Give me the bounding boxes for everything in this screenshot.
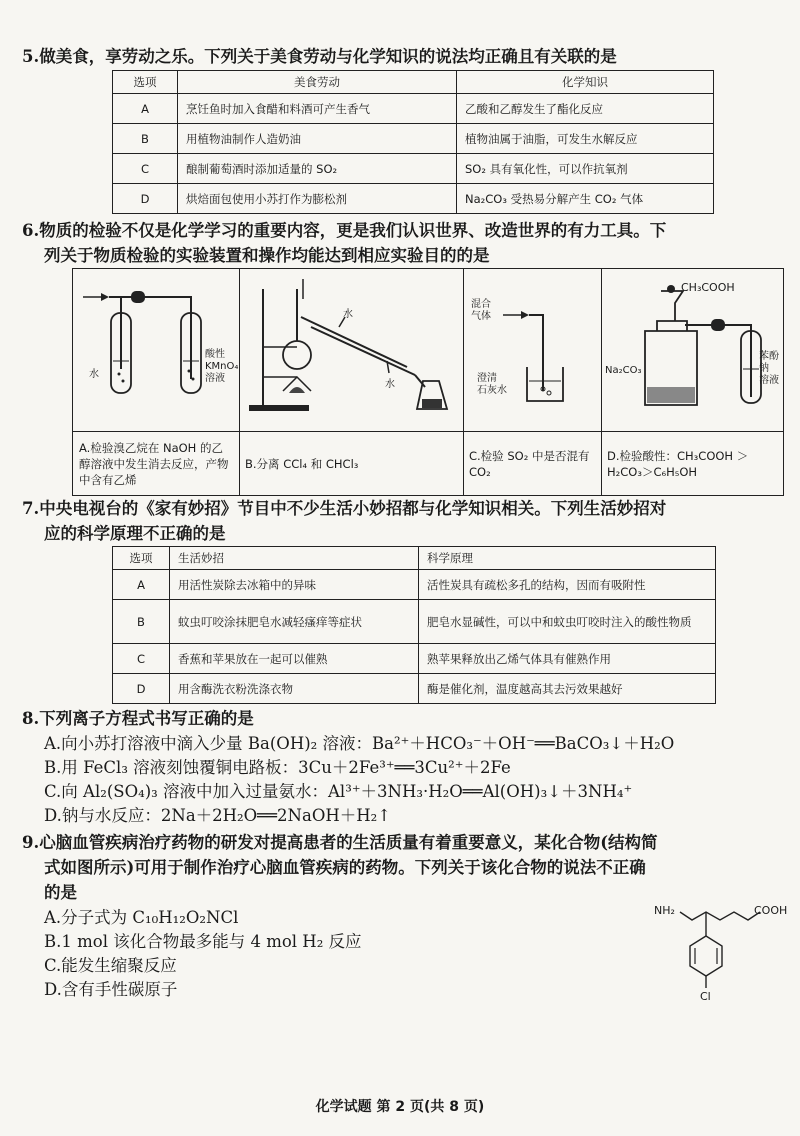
q6-cell-b — [239, 269, 464, 495]
q7-r1-c1: 蚊虫叮咬涂抹肥皂水减轻瘙痒等症状 — [170, 600, 419, 644]
c-lime-line2: 石灰水 — [477, 385, 507, 396]
q6-line2: 列关于物质检验的实验装置和操作均能达到相应实验目的的是 — [44, 246, 490, 265]
c-lime-label — [477, 373, 507, 397]
table-row — [113, 644, 716, 674]
q5-r2-c2: SO₂ 具有氧化性，可以作抗氧剂 — [457, 154, 714, 184]
c-lime-line1: 澄清 — [477, 373, 497, 384]
table-row — [113, 94, 714, 124]
q7-r0-c0: A — [113, 570, 170, 600]
cooh-label: COOH — [754, 904, 788, 917]
q7-table — [112, 546, 716, 704]
q9-line2: 式如图所示)可用于制作治疗心脑血管疾病的药物。下列关于该化合物的说法不正确 — [44, 858, 646, 877]
q8-option-c: C.向 Al₂(SO₄)₃ 溶液中加入过量氨水：Al³⁺＋3NH₃·H₂O══Al(OH)₃↓＋3NH₄⁺ — [44, 782, 633, 801]
table-row — [113, 600, 716, 644]
q6-caption-b: B.分离 CCl₄ 和 CHCl₃ — [239, 431, 463, 495]
b-water-out-label: 水 — [385, 379, 395, 390]
apparatus-b-diagram — [239, 269, 463, 429]
q7-r0-c1: 用活性炭除去冰箱中的异味 — [170, 570, 419, 600]
q7-r3-c2: 酶是催化剂，温度越高其去污效果越好 — [419, 674, 716, 704]
table-row — [113, 570, 716, 600]
a-kmno4-label — [205, 349, 238, 385]
q5-r0-c0: A — [113, 94, 178, 124]
q6-line1: 6.物质的检验不仅是化学学习的重要内容，更是我们认识世界、改造世界的有力工具。下 — [22, 221, 667, 240]
q7-r1-c0: B — [113, 600, 170, 644]
q9-line1: 9.心脑血管疾病治疗药物的研发对提高患者的生活质量有着重要意义，某化合物(结构简 — [22, 833, 658, 852]
q8-title: 8.下列离子方程式书写正确的是 — [22, 709, 254, 728]
c-gas-label — [471, 299, 491, 323]
a-kmno4-line3: 溶液 — [205, 373, 225, 384]
q7-stem — [22, 496, 782, 546]
q6-cell-c — [463, 269, 602, 495]
q7-r1-c2: 肥皂水显碱性，可以中和蚊虫叮咬时注入的酸性物质 — [419, 600, 716, 644]
q7-h2: 科学原理 — [419, 547, 716, 570]
a-kmno4-line2: KMnO₄ — [205, 361, 239, 372]
q5-h1: 美食劳动 — [178, 71, 457, 94]
q6-caption-d: D.检验酸性：CH₃COOH ＞H₂CO₃＞C₆H₅OH — [601, 431, 783, 495]
a-water-label: 水 — [89, 369, 99, 380]
q5-r3-c2: Na₂CO₃ 受热易分解产生 CO₂ 气体 — [457, 184, 714, 214]
q7-h1: 生活妙招 — [170, 547, 419, 570]
q8-option-b: B.用 FeCl₃ 溶液刻蚀覆铜电路板：3Cu＋2Fe³⁺══3Cu²⁺＋2Fe — [44, 758, 511, 777]
q5-title: 5.做美食，享劳动之乐。下列关于美食劳动与化学知识的说法均正确且有关联的是 — [22, 47, 617, 66]
q6-stem — [22, 218, 782, 268]
q5-r2-c1: 酿制葡萄酒时添加适量的 SO₂ — [178, 154, 457, 184]
nh2-label: NH₂ — [654, 904, 675, 917]
q5-h0: 选项 — [113, 71, 178, 94]
d-phenol-line2: 溶液 — [759, 375, 779, 386]
q7-r2-c1: 香蕉和苹果放在一起可以催熟 — [170, 644, 419, 674]
q5-r1-c0: B — [113, 124, 178, 154]
c-gas-line1: 混合 — [471, 299, 491, 310]
q9-option-d: D.含有手性碳原子 — [44, 980, 178, 999]
q5-r2-c0: C — [113, 154, 178, 184]
question-8 — [22, 706, 782, 827]
question-5 — [22, 44, 782, 69]
q7-r2-c2: 熟苹果释放出乙烯气体具有催熟作用 — [419, 644, 716, 674]
q5-r3-c0: D — [113, 184, 178, 214]
q7-line2: 应的科学原理不正确的是 — [44, 524, 226, 543]
q9-line3: 的是 — [44, 883, 77, 902]
q5-r3-c1: 烘焙面包使用小苏打作为膨松剂 — [178, 184, 457, 214]
b-water-in-label: 水 — [343, 309, 353, 320]
cl-label: Cl — [700, 990, 711, 1003]
c-gas-line2: 气体 — [471, 311, 491, 322]
q9-structure — [650, 896, 790, 1006]
q7-r3-c1: 用含酶洗衣粉洗涤衣物 — [170, 674, 419, 704]
q6-cell-d — [601, 269, 783, 495]
a-kmno4-line1: 酸性 — [205, 349, 225, 360]
table-row — [113, 154, 714, 184]
q8-option-d: D.钠与水反应：2Na＋2H₂O══2NaOH＋H₂↑ — [44, 806, 392, 825]
q8-option-a: A.向小苏打溶液中滴入少量 Ba(OH)₂ 溶液：Ba²⁺＋HCO₃⁻＋OH⁻══BaCO₃↓＋H₂O — [44, 734, 675, 753]
q9-option-b: B.1 mol 该化合物最多能与 4 mol H₂ 反应 — [44, 932, 362, 951]
q9-option-c: C.能发生缩聚反应 — [44, 956, 177, 975]
q7-r3-c0: D — [113, 674, 170, 704]
q6-apparatus-table — [72, 268, 784, 496]
table-row — [113, 674, 716, 704]
q9-option-a: A.分子式为 C₁₀H₁₂O₂NCl — [44, 908, 239, 927]
q5-h2: 化学知识 — [457, 71, 714, 94]
d-acid-label: CH₃COOH — [681, 281, 735, 294]
apparatus-c-diagram — [463, 269, 601, 429]
d-na2co3-label: Na₂CO₃ — [605, 365, 642, 376]
table-header-row — [113, 71, 714, 94]
table-row — [113, 124, 714, 154]
d-phenol-line1: 苯酚钠 — [759, 351, 779, 374]
q7-r2-c0: C — [113, 644, 170, 674]
q7-h0: 选项 — [113, 547, 170, 570]
q6-caption-a: A.检验溴乙烷在 NaOH 的乙醇溶液中发生消去反应，产物中含有乙烯 — [73, 431, 239, 495]
q5-r0-c1: 烹饪鱼时加入食醋和料酒可产生香气 — [178, 94, 457, 124]
q8-options — [22, 731, 782, 827]
q5-r1-c1: 用植物油制作人造奶油 — [178, 124, 457, 154]
table-row — [113, 184, 714, 214]
q5-table — [112, 70, 714, 214]
q6-cell-a — [73, 269, 240, 495]
q6-caption-c: C.检验 SO₂ 中是否混有 CO₂ — [463, 431, 601, 495]
q5-r0-c2: 乙酸和乙醇发生了酯化反应 — [457, 94, 714, 124]
d-phenol-label — [759, 351, 783, 387]
q7-line1: 7.中央电视台的《家有妙招》节目中不少生活小妙招都与化学知识相关。下列生活妙招对 — [22, 499, 667, 518]
page-footer: 化学试题 第 2 页(共 8 页) — [315, 1099, 485, 1115]
table-header-row — [113, 547, 716, 570]
q5-r1-c2: 植物油属于油脂，可发生水解反应 — [457, 124, 714, 154]
q7-r0-c2: 活性炭具有疏松多孔的结构，因而有吸附性 — [419, 570, 716, 600]
